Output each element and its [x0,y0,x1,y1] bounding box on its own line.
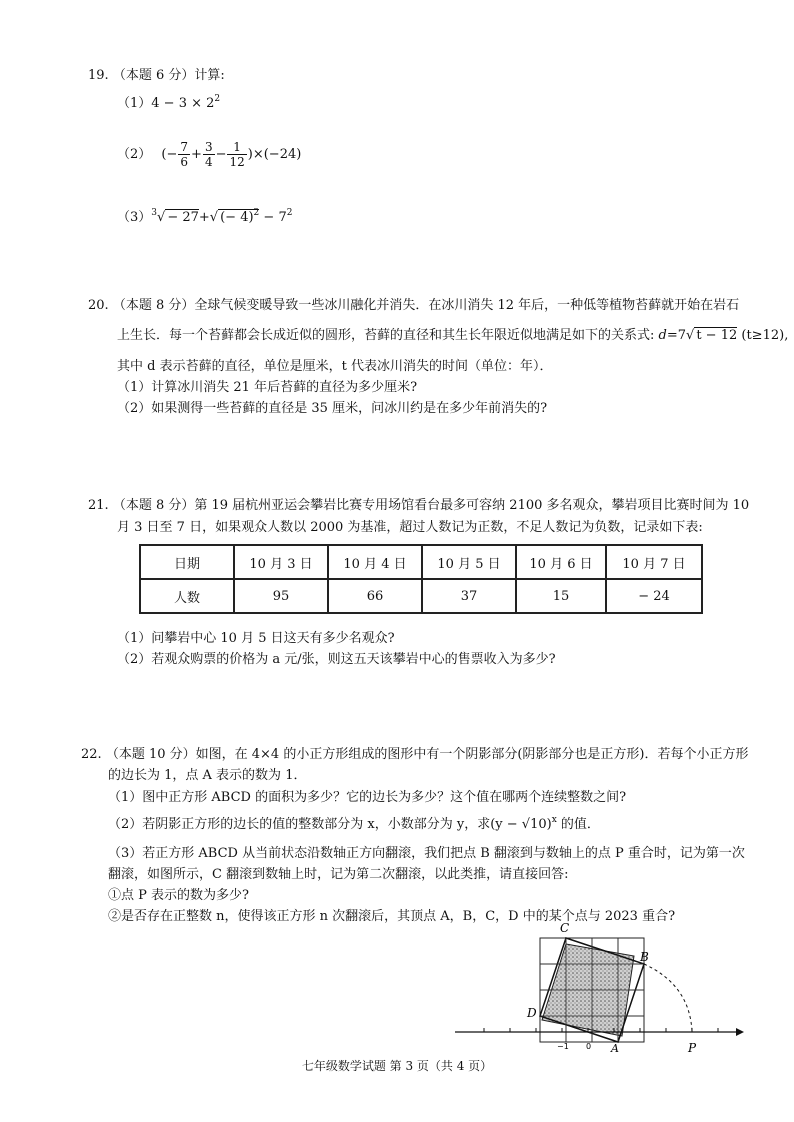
q22-sub3-a: ①点 P 表示的数为多少? [108,888,249,903]
label-d: D [527,1006,537,1020]
q19-part3-tail-exponent: 2 [286,208,293,218]
q21-text-2: 月 3 日至 7 日，如果观众人数以 2000 为基准，超过人数记为正数，不足人数记为负数，记录如下表: [117,520,703,535]
q22-sub2-text: （2）若阴影正方形的边长的值的整数部分为 x，小数部分为 y，求 [108,817,491,832]
q22-sub3-b: ②是否存在正整数 n，使得该正方形 n 次翻滚后，其顶点 A，B，C，D 中的某个点与 2023 重合? [108,909,676,924]
q19-part1 [117,92,220,111]
tick-label-0: 0 [586,1042,592,1051]
q19-part1-expr: 4 − 3 × 2 [151,96,215,111]
table-cell: 人数 [140,579,234,613]
sqrt-radicand [218,209,259,225]
q22-sub2-post: 的值． [556,817,600,832]
table-cell: 66 [328,579,422,613]
q19-part2 [117,140,301,169]
q19-fraction-3 [227,140,246,169]
q22-sub2 [108,813,600,832]
cube-root-radicand: − 27 [167,210,199,225]
q20-sub1: （1）计算冰川消失 21 年后苔藓的直径为多少厘米? [117,380,418,395]
formula-d: d [658,328,667,343]
table-cell: 日期 [140,545,234,579]
q19-part3-label: （3） [117,210,152,225]
q19-fraction-1 [178,140,190,169]
formula-radicand: t − 12 [696,328,738,343]
q19-title: （本题 6 分）计算: [112,68,225,83]
q20-line2: 上生长．每一个苔藓都会长成近似的圆形，苔藓的直径和其生长年限近似地满足如下的关系式: d=7√ t − 12 (t≥12), [117,328,789,343]
page-footer: 七年级数学试题 第 3 页（共 4 页） [301,1059,493,1073]
square-abcd [540,938,644,1042]
q21-number: 21. [88,498,109,513]
frac1-den: 6 [180,155,189,169]
table-cell: 10 月 7 日 [606,545,702,579]
rolling-arc [644,964,692,1032]
q20-sub2: （2）如果测得一些苔藓的直径是 35 厘米，问冰川约是在多少年前消失的? [117,401,548,416]
frac2-num: 3 [204,140,213,154]
attendance-table [139,544,703,614]
q19-part1-exponent: 2 [214,94,221,104]
number-line-ticks [484,1028,718,1032]
q21-text-1: （本题 8 分）第 19 届杭州亚运会攀岩比赛专用场馆看台最多可容纳 2100 多名观众，攀岩项目比赛时间为 10 [112,498,750,513]
table-cell: 15 [516,579,606,613]
label-a: A [611,1042,619,1055]
q19-part2-open: (− [161,147,178,162]
q19-heading [88,64,225,83]
label-c: C [560,921,570,935]
frac1-num: 7 [180,140,189,154]
sqrt-radicand-exponent: 2 [253,208,260,218]
cube-root-index: 3 [151,208,158,218]
frac3-num: 1 [227,140,246,155]
q22-sub2-expr: (y − √10) [490,817,552,832]
label-p: P [688,1041,697,1055]
formula-eq: =7 [666,328,687,343]
table-cell: 10 月 6 日 [516,545,606,579]
q21-sub2: （2）若观众购票的价格为 a 元/张，则这五天该攀岩中心的售票收入为多少? [117,652,556,667]
q19-fraction-2 [203,140,215,169]
q19-plus: + [191,147,202,162]
q20-text-3: 其中 d 表示苔藓的直径，单位是厘米，t 代表冰川消失的时间（单位：年）． [117,359,553,374]
frac2-den: 4 [204,155,213,169]
q22-text-1: （本题 10 分）如图，在 4×4 的小正方形组成的图形中有一个阴影部分(阴影部分也是正方形)．若每个小正方形 [105,747,749,762]
table-cell: 10 月 5 日 [422,545,516,579]
q20-line1 [88,294,739,313]
tick-label-neg1: −1 [557,1042,569,1051]
q19-part1-label: （1） [117,96,152,111]
q22-sub1: （1）图中正方形 ABCD 的面积为多少？它的边长为多少？这个值在哪两个连续整数之间? [108,790,627,805]
q19-minus: − [215,147,227,162]
q22-sub2-exponent: x [551,815,557,825]
q19-part3-plus: + [198,210,210,225]
label-b: B [640,950,649,964]
table-cell: 37 [422,579,516,613]
q22-line1 [81,743,748,762]
grid-4x4 [540,938,644,1042]
q20-text-2: 上生长．每一个苔藓都会长成近似的圆形，苔藓的直径和其生长年限近似地满足如下的关系式: [117,328,659,343]
table-row-values [140,579,702,613]
number-line-arrow [736,1028,744,1036]
table-cell: 10 月 4 日 [328,545,422,579]
table-cell: − 24 [606,579,702,613]
q20-text-1: （本题 8 分）全球气候变暖导致一些冰川融化并消失．在冰川消失 12 年后，一种低等植物苔藓就开始在岩石 [112,298,740,313]
q19-number: 19. [88,68,109,83]
table-row-header [140,545,702,579]
frac3-den: 12 [229,155,245,169]
q21-line1 [88,494,749,513]
q19-part3-tail: − 7 [263,210,287,225]
q19-part3: $(3)^3√ - 27+√$ (− $4)^2 - 7^2$ [117,208,293,225]
q22-text-2: 的边长为 1，点 A 表示的数为 1． [108,768,307,783]
q20-number: 20. [88,298,109,313]
q21-sub1: （1）问攀岩中心 10 月 5 日这天有多少名观众? [117,631,395,646]
q22-sub3-line1: （3）若正方形 ABCD 从当前状态沿数轴正方向翻滚，我们把点 B 翻滚到与数轴上的点 P 重合时，记为第一次 [108,846,745,861]
q22-number: 22. [81,747,102,762]
shaded-square [542,944,634,1036]
q19-part2-label: （2） [117,147,152,162]
table-cell: 10 月 3 日 [234,545,328,579]
table-cell: 95 [234,579,328,613]
sqrt-radicand-base: (− 4) [220,210,254,225]
q19-part2-close: )×(−24) [247,147,302,162]
formula-condition: (t≥12), [741,328,789,343]
q22-sub3-line2: 翻滚，如图所示，C 翻滚到数轴上时，记为第二次翻滚，以此类推，请直接回答: [108,867,569,882]
